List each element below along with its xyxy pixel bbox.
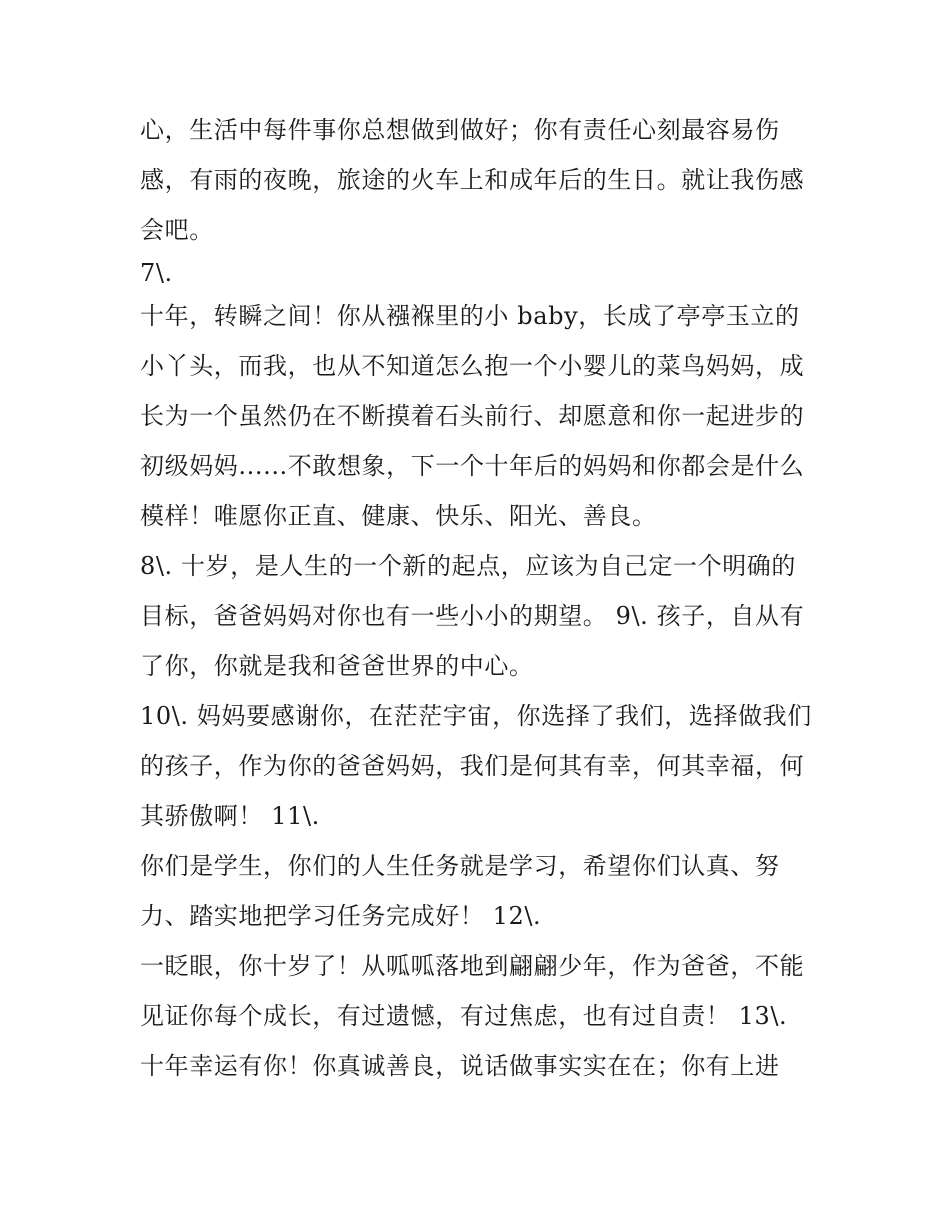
text-line: 长为一个虽然仍在不断摸着石头前行、却愿意和你一起进步的 (140, 402, 805, 430)
text-line: 的孩子，作为你的爸爸妈妈，我们是何其有幸，何其幸福，何 (140, 752, 805, 780)
text-line: 其骄傲啊！ 11\. (140, 802, 320, 830)
text-line: 你们是学生，你们的人生任务就是学习，希望你们认真、努 (140, 852, 780, 880)
text-line: 8\. 十岁，是人生的一个新的起点，应该为自己定一个明确的 (140, 552, 797, 580)
text-line: 十年，转瞬之间！你从襁褓里的小 baby，长成了亭亭玉立的 (140, 302, 800, 330)
text-line: 感，有雨的夜晚，旅途的火车上和成年后的生日。就让我伤感 (140, 166, 805, 194)
text-line: 会吧。 (140, 216, 214, 244)
text-line: 小丫头，而我，也从不知道怎么抱一个小婴儿的菜鸟妈妈，成 (140, 352, 805, 380)
text-line: 见证你每个成长，有过遗憾，有过焦虑，也有过自责！ 13\. (140, 1002, 788, 1030)
text-line: 力、踏实地把学习任务完成好！ 12\. (140, 902, 542, 930)
text-line: 十年幸运有你！你真诚善良，说话做事实实在在；你有上进 (140, 1052, 780, 1080)
text-line: 模样！唯愿你正直、健康、快乐、阳光、善良。 (140, 502, 657, 530)
text-line: 目标，爸爸妈妈对你也有一些小小的期望。 9\. 孩子，自从有 (140, 602, 805, 630)
text-line: 一眨眼，你十岁了！从呱呱落地到翩翩少年，作为爸爸，不能 (140, 952, 805, 980)
text-line: 心，生活中每件事你总想做到做好；你有责任心刻最容易伤 (140, 116, 780, 144)
text-line: 10\. 妈妈要感谢你，在茫茫宇宙，你选择了我们，选择做我们 (140, 702, 812, 730)
text-line: 了你，你就是我和爸爸世界的中心。 (140, 652, 534, 680)
text-line: 7\. (140, 259, 173, 287)
text-line: 初级妈妈......不敢想象，下一个十年后的妈妈和你都会是什么 (140, 452, 805, 480)
body-text (140, 105, 820, 1091)
